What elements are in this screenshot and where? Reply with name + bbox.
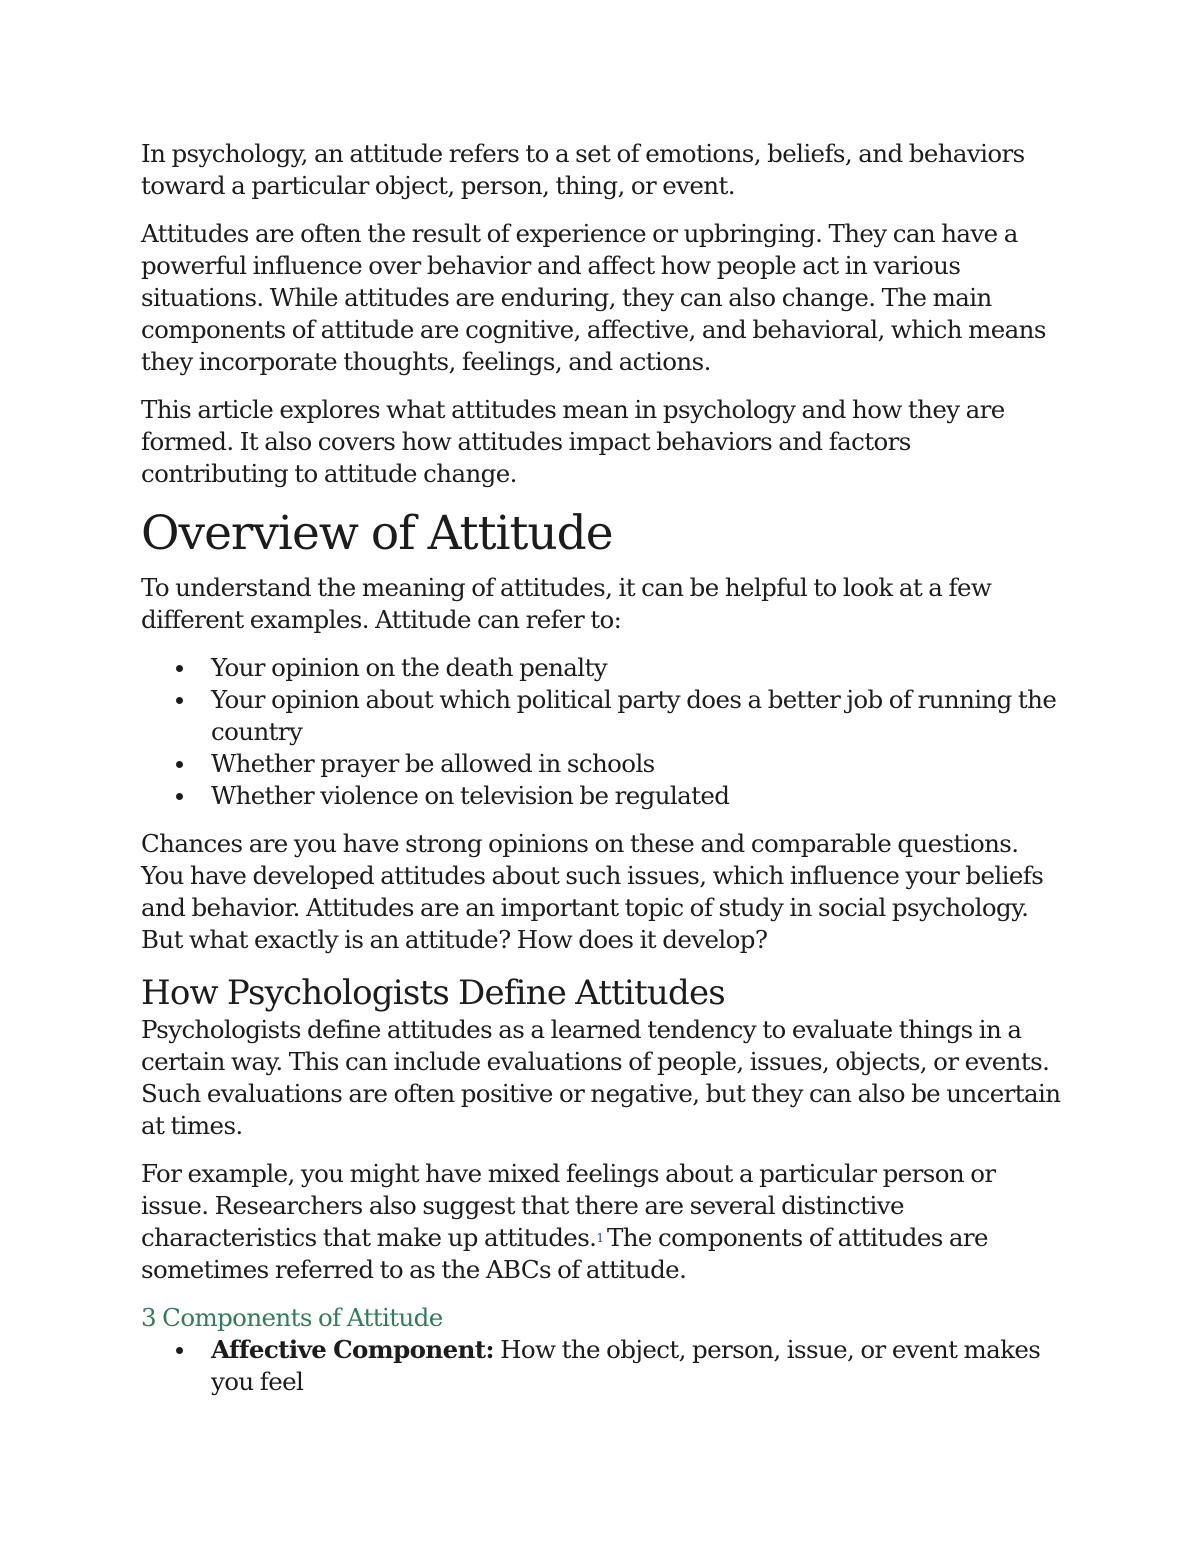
intro-paragraph-3: This article explores what attitudes mean in psychology and how they are formed. It also covers how attitudes impact behaviors and factors contributing to attitude change. (141, 395, 1005, 488)
intro-paragraph-2: Attitudes are often the result of experience or upbringing. They can have a powerful influence over behavior and affect how people act in various situations. While attitudes are enduring, they can also change. The main components of attitude are cognitive, affective, and behavioral, which means they incorporate thoughts, feelings, and actions. (141, 219, 1046, 376)
overview-lead: To understand the meaning of attitudes, it can be helpful to look at a few different examples. Attitude can refer to: (141, 573, 992, 634)
list-item: Whether violence on television be regulated (211, 780, 1061, 812)
component-term: Affective Component: (211, 1335, 494, 1364)
define-paragraph-2-text-after: The components of attitudes are sometimes referred to as the ABCs of attitude. (141, 1223, 988, 1284)
component-text: How the object, person, issue, or event makes you feel (211, 1335, 1041, 1396)
footnote-link[interactable]: 1 (596, 1231, 605, 1245)
define-paragraph-2-text: For example, you might have mixed feelings about a particular person or issue. Researchers also suggest that there are several distinctive characteristics that make up attitudes. (141, 1159, 996, 1252)
document-page (141, 138, 1061, 1414)
list-item: Your opinion about which political party does a better job of running the country (211, 684, 1061, 748)
components-list (141, 1334, 1061, 1398)
overview-after-paragraph: Chances are you have strong opinions on these and comparable questions. You have developed attitudes about such issues, which influence your beliefs and behavior. Attitudes are an important topic of study in social psychology. But what exactly is an attitude? How does it develop? (141, 829, 1044, 954)
list-item: Whether prayer be allowed in schools (211, 748, 1061, 780)
define-heading: How Psychologists Define Attitudes (141, 973, 725, 1013)
overview-heading: Overview of Attitude (141, 506, 613, 561)
define-paragraph-2 (141, 1158, 1061, 1286)
define-paragraph-1: Psychologists define attitudes as a learned tendency to evaluate things in a certain way. This can include evaluations of people, issues, objects, or events. Such evaluations are often positive or negative, but they can also be uncertain at times. (141, 1015, 1061, 1140)
list-item: Your opinion on the death penalty (211, 652, 1061, 684)
components-heading: 3 Components of Attitude (141, 1303, 443, 1332)
examples-list (141, 652, 1061, 812)
list-item (211, 1334, 1061, 1398)
intro-paragraph-1: In psychology, an attitude refers to a set of emotions, beliefs, and behaviors toward a particular object, person, thing, or event. (141, 139, 1025, 200)
